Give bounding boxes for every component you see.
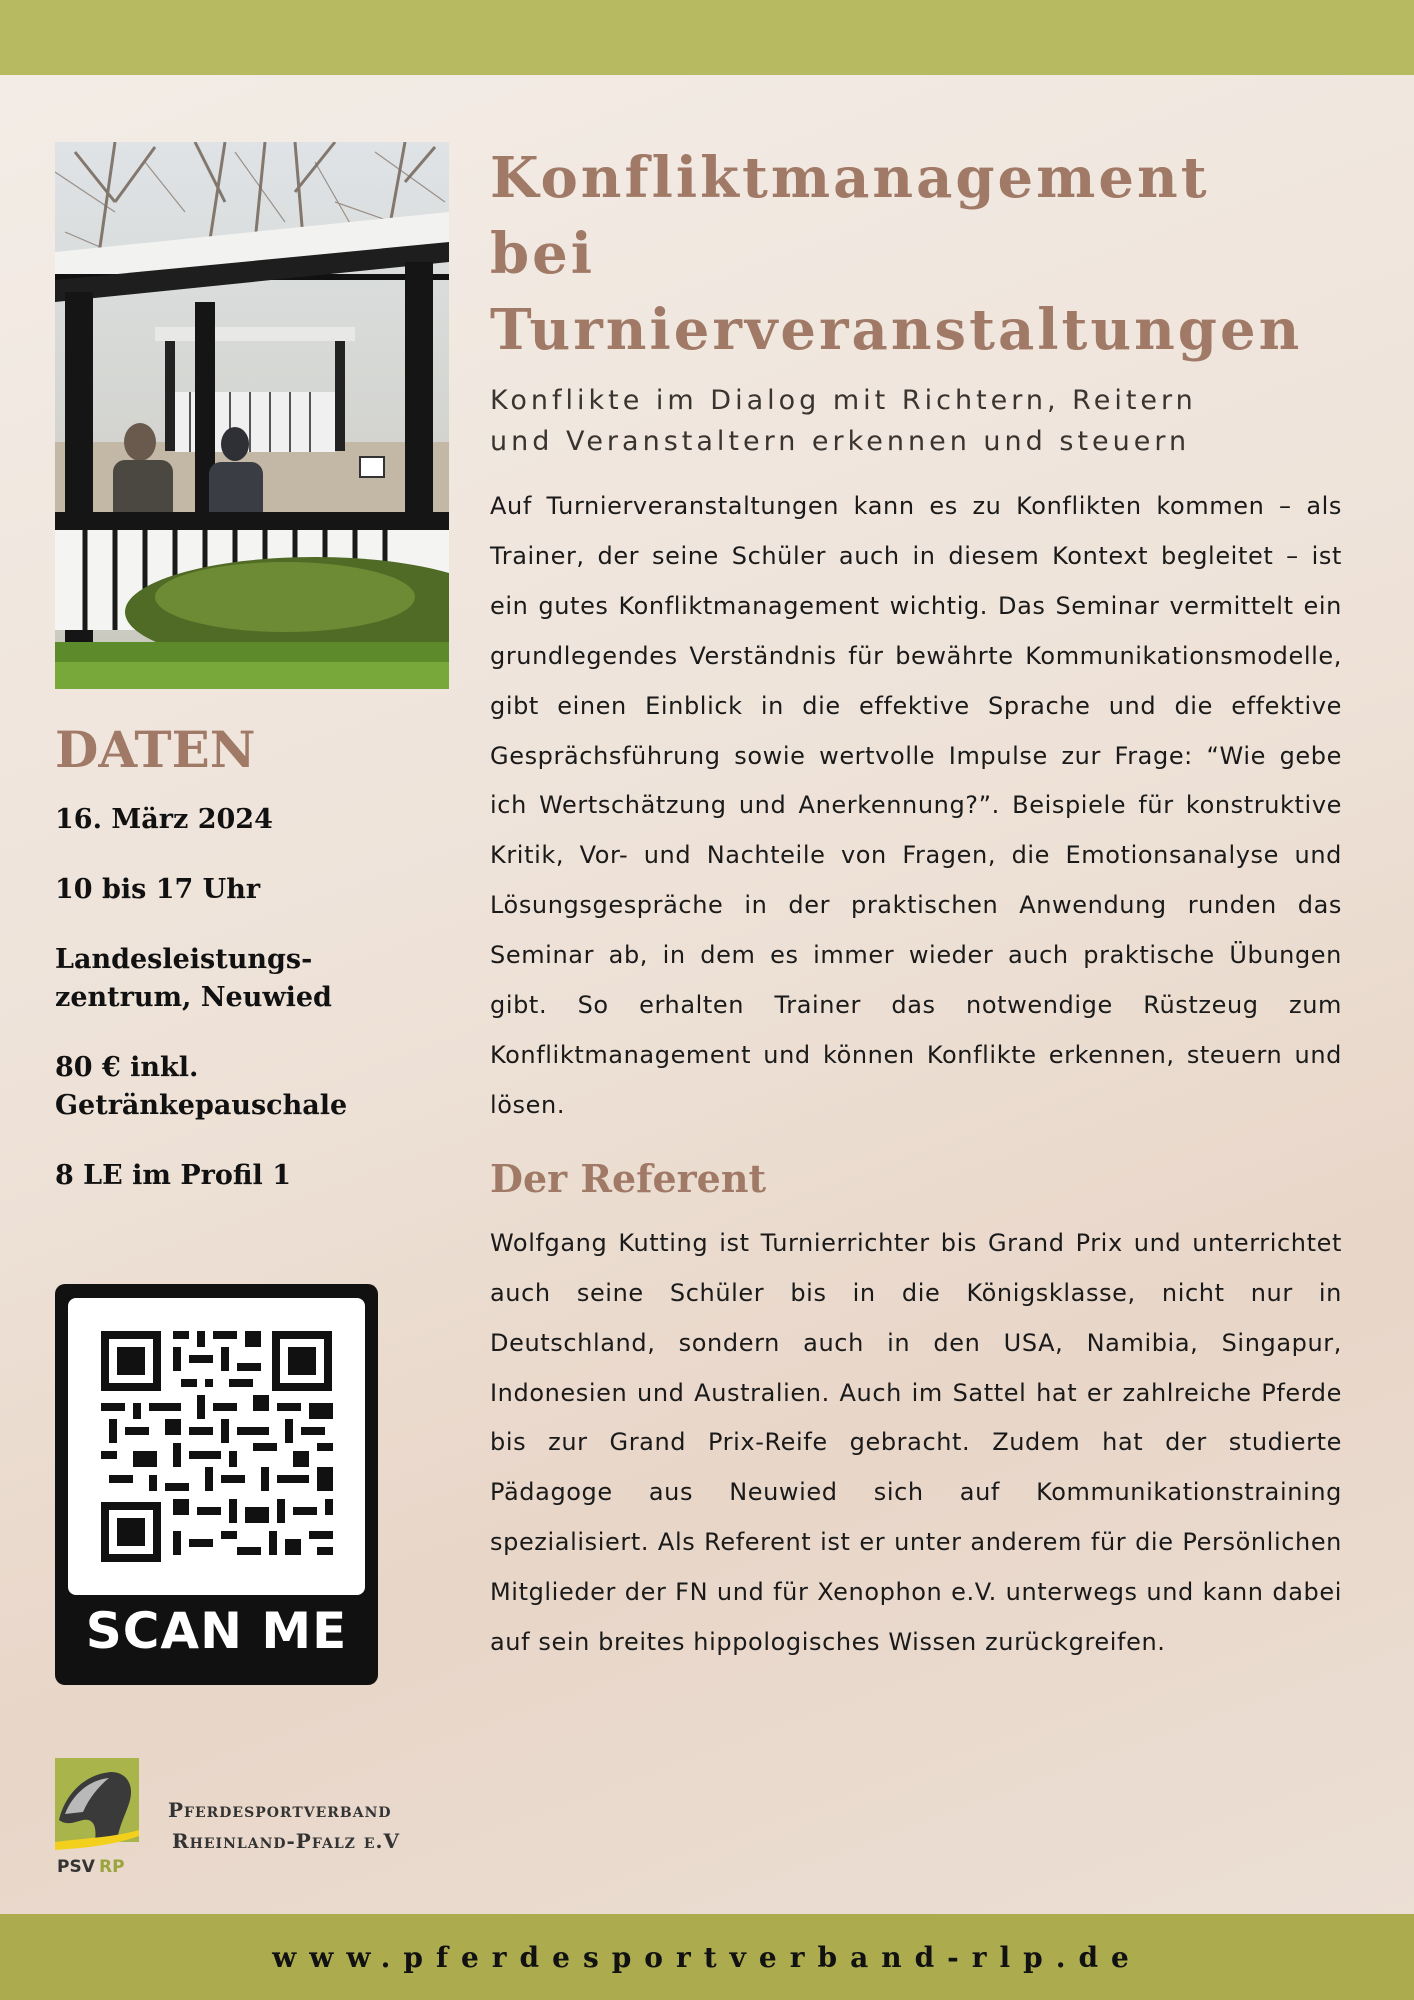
event-credits: 8 LE im Profil 1 (55, 1160, 291, 1191)
website-link[interactable]: www.pferdesportverband-rlp.de (272, 1940, 1142, 1974)
referent-paragraph: Wolfgang Kutting ist Turnierrichter bis Grand Prix und unterrichtet auch seine Schüler bis in die Königsklasse, nicht nur in Deutschland, sondern auch in den USA, Namibia, Singapur, Indonesien und Australien. Auch im Sattel hat er zahlreiche Pferde bis zur Grand Prix-Reife gebracht. Zudem hat der studierte Pädagoge aus Neuwied sich auf Kommunikationstraining spezialisiert. Als Referent ist er unter anderem für die Persönlichen Mitglieder der FN und für Xenophon e.V. unterwegs und kann dabei auf sein breites hippologisches Wissen zurückgreifen. (490, 1228, 1342, 1657)
page-title (490, 140, 1342, 368)
main-content (490, 140, 1342, 1668)
page-subtitle (490, 380, 1342, 462)
top-band (0, 0, 1414, 75)
price-line-2: Getränkepauschale (55, 1090, 348, 1121)
org-name-line-1: Pferdesportverband (168, 1798, 392, 1822)
horse-head-logo-icon (55, 1758, 139, 1878)
intro-paragraph: Auf Turnierveranstaltungen kann es zu Konflikten kommen – als Trainer, der seine Schüler auch in diesem Kontext begleitet – ist ein gutes Konfliktmanagement wichtig. Das Seminar vermittelt ein grundlegendes Verständnis für bewährte Kommunikationsmodelle, gibt einen Einblick in die effektive Sprache und die effektive Gesprächsführung sowie wertvolle Impulse zur Frage: “Wie gebe ich Wertschätzung und Anerkennung?”. Beispiele für konstruktive Kritik, Vor- und Nachteile von Fragen, die Emotionsanalyse und Lösungsgespräche in der praktischen Anwendung runden das Seminar ab, in dem es immer wieder auch praktische Übungen gibt. So erhalten Trainer das notwendige Rüstzeug zum Konfliktmanagement und können Konflikte erkennen, steuern und lösen. (490, 492, 1342, 1119)
subtitle-line-2: und Veranstaltern erkennen und steuern (490, 426, 1191, 457)
event-location (55, 941, 415, 1017)
qr-code-icon (68, 1298, 365, 1595)
logo-text-rp: RP (99, 1857, 125, 1877)
event-date: 16. März 2024 (55, 804, 273, 835)
judges-booth-illustration (55, 142, 449, 689)
price-line-1: 80 € inkl. (55, 1052, 199, 1083)
location-line-1: Landesleistungs- (55, 944, 313, 975)
qr-code-card[interactable] (55, 1284, 378, 1685)
footer-band (0, 1914, 1414, 2000)
referent-heading: Der Referent (490, 1155, 767, 1201)
logo-text-psv: PSV (57, 1857, 95, 1877)
organization-name (168, 1795, 400, 1857)
psv-rp-logo (55, 1758, 139, 1878)
location-line-2: zentrum, Neuwied (55, 982, 332, 1013)
subtitle-line-1: Konflikte im Dialog mit Richtern, Reitern (490, 385, 1197, 416)
judges-booth-photo (55, 142, 449, 689)
daten-heading: DATEN (55, 720, 256, 779)
scan-me-label: SCAN ME (85, 1602, 348, 1660)
title-line-2: bei Turnierveranstaltungen (490, 221, 1303, 363)
event-details (55, 720, 415, 1227)
org-name-line-2: Rheinland-Pfalz e.V (172, 1829, 401, 1853)
event-price (55, 1049, 415, 1125)
qr-code[interactable] (68, 1298, 365, 1595)
title-line-1: Konfliktmanagement (490, 145, 1210, 211)
event-time: 10 bis 17 Uhr (55, 874, 261, 905)
